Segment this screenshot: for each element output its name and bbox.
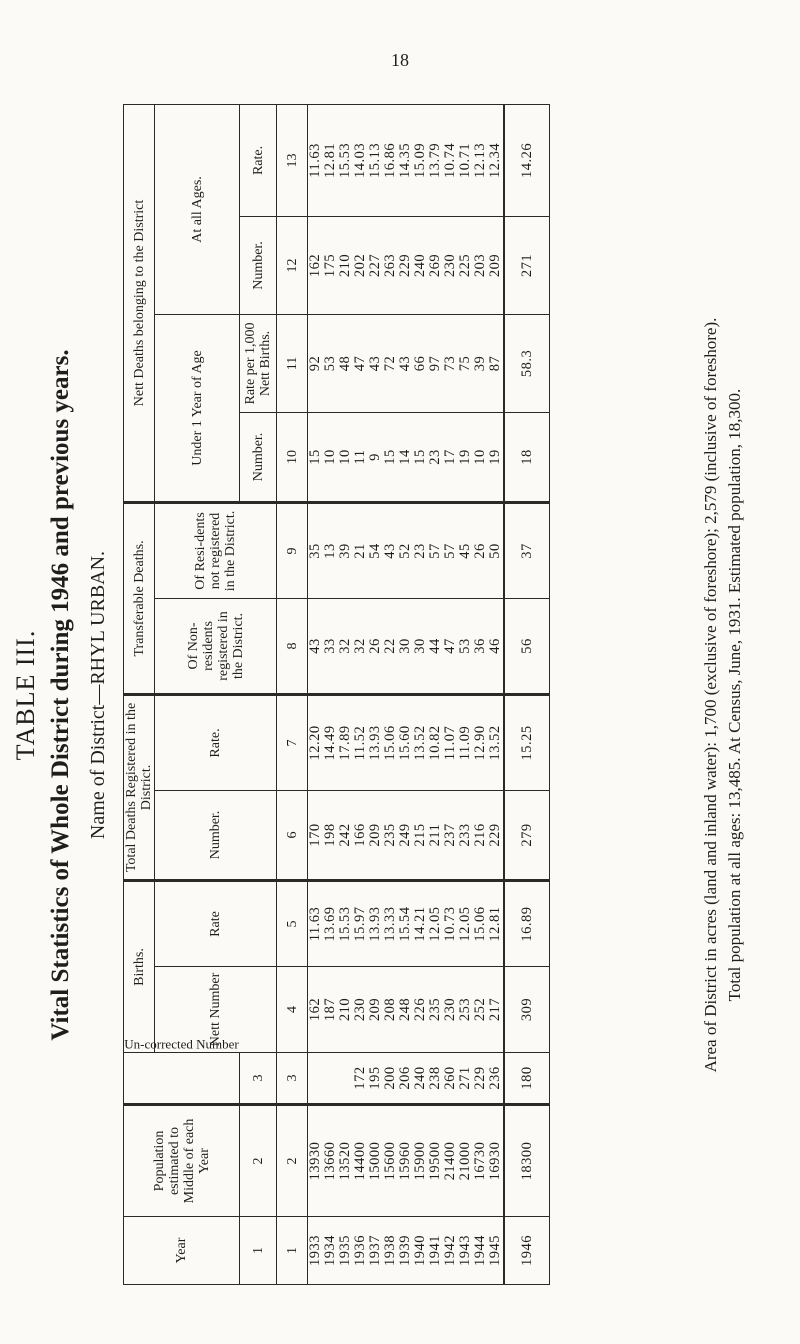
table-cell: 26: [472, 543, 488, 559]
footer-area-note: Area of District in acres (land and inland water): 1,700 (exclusive of foreshore); 2,579 (inclusive of foreshore).: [701, 317, 720, 1073]
table-cell: 15.53: [337, 906, 353, 942]
table-title: TABLE III.: [11, 629, 40, 761]
table-cell: 75: [457, 355, 473, 372]
all-ages-group-header: At all Ages.: [155, 104, 240, 314]
table-cell: 13.93: [367, 906, 383, 942]
page-number: 18: [391, 50, 409, 70]
table-cell: 229: [472, 1066, 488, 1090]
table-cell: 242: [337, 823, 353, 847]
table-cell: 15900: [412, 1141, 428, 1181]
table-cell: 1945: [487, 1235, 503, 1266]
table-cell: 57: [427, 543, 443, 559]
table-cell: 12.20: [307, 725, 323, 761]
table-cell: 32: [352, 638, 368, 654]
table-cell: 14.03: [352, 142, 368, 179]
total-deaths-rate: 15.25: [504, 694, 550, 790]
table-cell: 238: [427, 1066, 443, 1090]
births-number-header: Nett Number: [155, 967, 277, 1053]
vital-statistics-table: [123, 104, 550, 1285]
table-cell: 1941: [427, 1235, 443, 1266]
table-cell: 32: [337, 638, 353, 654]
table-cell: 236: [487, 1066, 503, 1090]
table-cell: 50: [487, 543, 503, 559]
table-cell: 57: [442, 543, 458, 559]
table-cell: 19: [487, 449, 503, 465]
all-number-header: Number.: [240, 216, 277, 314]
col-number-7: 7: [277, 694, 308, 790]
table-cell: 12.90: [472, 725, 488, 761]
table-cell: 12.05: [427, 906, 443, 942]
table-cell: 229: [487, 823, 503, 847]
deaths-number-header: Number.: [155, 790, 277, 880]
table-cell: 43: [382, 543, 398, 559]
table-cell: 230: [442, 253, 458, 278]
table-cell: 203: [472, 253, 488, 278]
total-population: 18300: [504, 1105, 550, 1217]
table-cell: 23: [412, 543, 428, 559]
table-cell: 15.06: [472, 906, 488, 942]
table-cell: 1944: [472, 1235, 488, 1266]
table-cell: 1940: [412, 1235, 428, 1266]
table-cell: 240: [412, 253, 428, 278]
table-cell: 208: [382, 997, 398, 1022]
deaths-rate-column: [308, 694, 505, 790]
table-cell: 15: [382, 449, 398, 465]
footer-population-note: Total population at all ages: 13,485. At Census, June, 1931. Estimated population, 18,300.: [725, 388, 744, 1002]
table-cell: 162: [307, 997, 323, 1022]
population-column: [308, 1105, 505, 1217]
table-cell: 16.86: [382, 142, 398, 179]
table-cell: 209: [367, 997, 383, 1022]
table-cell: 14.21: [412, 906, 428, 942]
col-number-2: 2: [277, 1105, 308, 1217]
table-cell: 211: [427, 823, 443, 847]
col-number-9: 9: [277, 502, 308, 598]
table-cell: 39: [337, 543, 353, 559]
total-all-number: 271: [504, 216, 550, 314]
table-cell: 235: [382, 823, 398, 847]
table-cell: 52: [397, 543, 413, 559]
table-cell: 17.89: [337, 725, 353, 761]
table-cell: 66: [412, 355, 428, 372]
table-cell: 48: [337, 355, 353, 372]
births-rate-header: Rate: [155, 880, 277, 966]
u1-rate-header: Rate per 1,000 Nett Births.: [240, 314, 277, 412]
table-cell: 235: [427, 997, 443, 1022]
table-cell: 1942: [442, 1235, 458, 1266]
table-cell: 210: [337, 253, 353, 278]
table-cell: 15: [412, 449, 428, 465]
table-cell: 1938: [382, 1235, 398, 1266]
table-cell: 237: [442, 823, 458, 847]
deaths-number-column: [308, 790, 505, 880]
table-cell: 12.81: [487, 906, 503, 942]
population-header: Population estimated to Middle of each Year: [124, 1105, 240, 1217]
table-cell: 14400: [352, 1141, 368, 1181]
table-cell: 30: [397, 638, 413, 654]
all-rate-header: Rate.: [240, 104, 277, 216]
col-number-13: 13: [277, 104, 308, 216]
table-cell: 15.06: [382, 725, 398, 761]
transferable-group-header: Transferable Deaths.: [124, 502, 155, 694]
table-cell: 12.34: [487, 142, 503, 179]
table-cell: 248: [397, 997, 413, 1022]
under-1-group-header: Under 1 Year of Age: [155, 314, 240, 502]
year-col-number: 1: [240, 1217, 277, 1285]
table-cell: 15.97: [352, 906, 368, 942]
table-cell: 46: [487, 638, 503, 654]
col-number-10: 10: [277, 412, 308, 502]
table-cell: 227: [367, 253, 383, 278]
table-cell: 22: [382, 638, 398, 654]
table-cell: 39: [472, 355, 488, 372]
total-births-rate: 16.89: [504, 880, 550, 966]
table-cell: 17: [442, 449, 458, 465]
table-cell: 16730: [472, 1141, 488, 1181]
table-cell: 1934: [322, 1235, 338, 1266]
district-name: Name of District—RHYL URBAN.: [87, 550, 109, 840]
table-cell: 15.60: [397, 725, 413, 761]
table-cell: 215: [412, 823, 428, 847]
table-cell: 21: [352, 543, 368, 559]
table-cell: 269: [427, 253, 443, 278]
table-cell: 53: [322, 355, 338, 372]
table-cell: 13.79: [427, 142, 443, 179]
table-cell: 240: [412, 1066, 428, 1090]
table-cell: 53: [457, 638, 473, 654]
total-births-number: 309: [504, 967, 550, 1053]
table-cell: 33: [322, 638, 338, 654]
table-cell: 233: [457, 823, 473, 847]
total-u1-number: 18: [504, 412, 550, 502]
table-cell: 11.09: [457, 725, 473, 761]
table-cell: 230: [352, 997, 368, 1022]
table-cell: 187: [322, 997, 338, 1022]
uncorrected-column: [308, 1053, 505, 1105]
uncorrected-header: Un-corrected Number: [124, 1053, 240, 1105]
residents-header: Of Resi-dents not registered in the District.: [155, 502, 277, 598]
total-non-residents: 56: [504, 598, 550, 694]
table-cell: 19: [457, 449, 473, 465]
table-cell: 175: [322, 253, 338, 278]
deaths-rate-header: Rate.: [155, 694, 277, 790]
table-cell: 21000: [457, 1141, 473, 1181]
births-number-column: [308, 967, 505, 1053]
births-rate-column: [308, 880, 505, 966]
table-cell: 43: [367, 355, 383, 372]
table-cell: 13520: [337, 1141, 353, 1181]
table-cell: 202: [352, 253, 368, 278]
uncorrected-col-number: 3: [240, 1053, 277, 1105]
total-all-rate: 14.26: [504, 104, 550, 216]
col-number-4: 4: [277, 967, 308, 1053]
table-cell: 13.69: [322, 906, 338, 942]
table-cell: 10.74: [442, 142, 458, 179]
table-cell: 217: [487, 997, 503, 1022]
rotated-page: [5, 85, 765, 1305]
table-cell: 36: [472, 638, 488, 654]
table-cell: 195: [367, 1066, 383, 1090]
table-cell: 15.13: [367, 142, 383, 179]
table-cell: 229: [397, 253, 413, 278]
table-cell: 13: [322, 543, 338, 559]
total-u1-rate: 58.3: [504, 314, 550, 412]
table-cell: 10: [337, 449, 353, 465]
total-uncorrected: 180: [504, 1053, 550, 1105]
col-number-1: 1: [277, 1217, 308, 1285]
all-rate-column: [308, 104, 505, 216]
table-cell: 10: [322, 449, 338, 465]
col-number-5: 5: [277, 880, 308, 966]
table-cell: 13660: [322, 1141, 338, 1181]
table-cell: 198: [322, 823, 338, 847]
table-cell: 35: [307, 543, 323, 559]
table-cell: 1937: [367, 1235, 383, 1266]
table-cell: 26: [367, 638, 383, 654]
table-cell: 166: [352, 823, 368, 847]
table-cell: 47: [442, 638, 458, 654]
table-cell: 16930: [487, 1141, 503, 1181]
table-cell: 1939: [397, 1235, 413, 1266]
table-cell: 14.35: [397, 142, 413, 179]
table-cell: 1933: [307, 1235, 323, 1266]
table-cell: 206: [397, 1066, 413, 1090]
table-cell: 54: [367, 543, 383, 559]
table-cell: 15: [307, 449, 323, 465]
year-header: Year: [124, 1217, 240, 1285]
table-cell: 13.52: [412, 725, 428, 761]
total-residents: 37: [504, 502, 550, 598]
table-cell: 15600: [382, 1141, 398, 1181]
table-cell: 11.63: [307, 143, 323, 178]
table-cell: 10.71: [457, 142, 473, 179]
table-cell: 45: [457, 543, 473, 559]
table-cell: 15.09: [412, 142, 428, 179]
table-cell: 271: [457, 1066, 473, 1090]
table-cell: 12.81: [322, 142, 338, 179]
table-cell: 263: [382, 253, 398, 278]
table-cell: 10: [472, 449, 488, 465]
table-cell: 225: [457, 253, 473, 278]
total-year: 1946: [504, 1217, 550, 1285]
table-cell: 14: [397, 449, 413, 465]
table-cell: 252: [472, 997, 488, 1022]
table-cell: [308, 1055, 323, 1101]
table-cell: 12.13: [472, 142, 488, 179]
table-cell: 13.33: [382, 906, 398, 942]
table-cell: 11.07: [442, 725, 458, 761]
table-cell: 11.63: [307, 906, 323, 942]
table-subtitle: Vital Statistics of Whole District during 1946 and previous years.: [47, 349, 74, 1041]
table-cell: 23: [427, 449, 443, 465]
table-cell: 15960: [397, 1141, 413, 1181]
table-cell: 47: [352, 355, 368, 372]
table-cell: 13.93: [367, 725, 383, 761]
year-column: [308, 1217, 505, 1285]
table-cell: 11.52: [352, 725, 368, 761]
table-cell: 209: [367, 823, 383, 847]
table-cell: 226: [412, 997, 428, 1022]
table-cell: 92: [307, 355, 323, 372]
table-cell: 43: [397, 355, 413, 372]
residents-column: [308, 502, 505, 598]
table-cell: [323, 1055, 338, 1101]
table-cell: 44: [427, 638, 443, 654]
table-cell: 14.49: [322, 725, 338, 761]
table-cell: 210: [337, 997, 353, 1022]
table-cell: 87: [487, 355, 503, 372]
table-cell: 19500: [427, 1141, 443, 1181]
table-cell: 15.54: [397, 906, 413, 942]
col-number-3: 3: [277, 1053, 308, 1105]
non-residents-header: Of Non-residents registered in the District.: [155, 598, 277, 694]
table-cell: 73: [442, 355, 458, 372]
table-cell: 209: [487, 253, 503, 278]
col-number-8: 8: [277, 598, 308, 694]
table-cell: 260: [442, 1066, 458, 1090]
nett-deaths-group-header: Nett Deaths belonging to the District: [124, 104, 155, 502]
col-number-6: 6: [277, 790, 308, 880]
all-number-column: [308, 216, 505, 314]
table-cell: 9: [367, 453, 383, 461]
table-cell: 30: [412, 638, 428, 654]
table-cell: 11: [352, 449, 368, 465]
table-cell: 10.73: [442, 906, 458, 942]
table-cell: 13930: [307, 1141, 323, 1181]
table-cell: 253: [457, 997, 473, 1022]
table-cell: 72: [382, 355, 398, 372]
table-cell: 21400: [442, 1141, 458, 1181]
table-cell: 200: [382, 1066, 398, 1090]
table-cell: 216: [472, 823, 488, 847]
table-cell: 43: [307, 638, 323, 654]
table-cell: 1935: [337, 1235, 353, 1266]
table-cell: 15000: [367, 1141, 383, 1181]
table-cell: 230: [442, 997, 458, 1022]
table-cell: 1936: [352, 1235, 368, 1266]
u1-number-header: Number.: [240, 412, 277, 502]
table-cell: 97: [427, 355, 443, 372]
col-number-11: 11: [277, 314, 308, 412]
non-residents-column: [308, 598, 505, 694]
table-cell: 249: [397, 823, 413, 847]
table-cell: [338, 1055, 353, 1101]
table-cell: 162: [307, 253, 323, 278]
total-deaths-number: 279: [504, 790, 550, 880]
u1-number-column: [308, 412, 505, 502]
table-cell: 172: [352, 1066, 368, 1090]
u1-rate-column: [308, 314, 505, 412]
table-cell: 15.53: [337, 142, 353, 179]
table-cell: 1943: [457, 1235, 473, 1266]
table-cell: 10.82: [427, 725, 443, 761]
table-cell: 12.05: [457, 906, 473, 942]
total-deaths-group-header: Total Deaths Registered in the District.: [124, 694, 155, 880]
population-col-number: 2: [240, 1105, 277, 1217]
col-number-12: 12: [277, 216, 308, 314]
table-cell: 13.52: [487, 725, 503, 761]
table-cell: 170: [307, 823, 323, 847]
births-group-header: Births.: [124, 880, 155, 1052]
